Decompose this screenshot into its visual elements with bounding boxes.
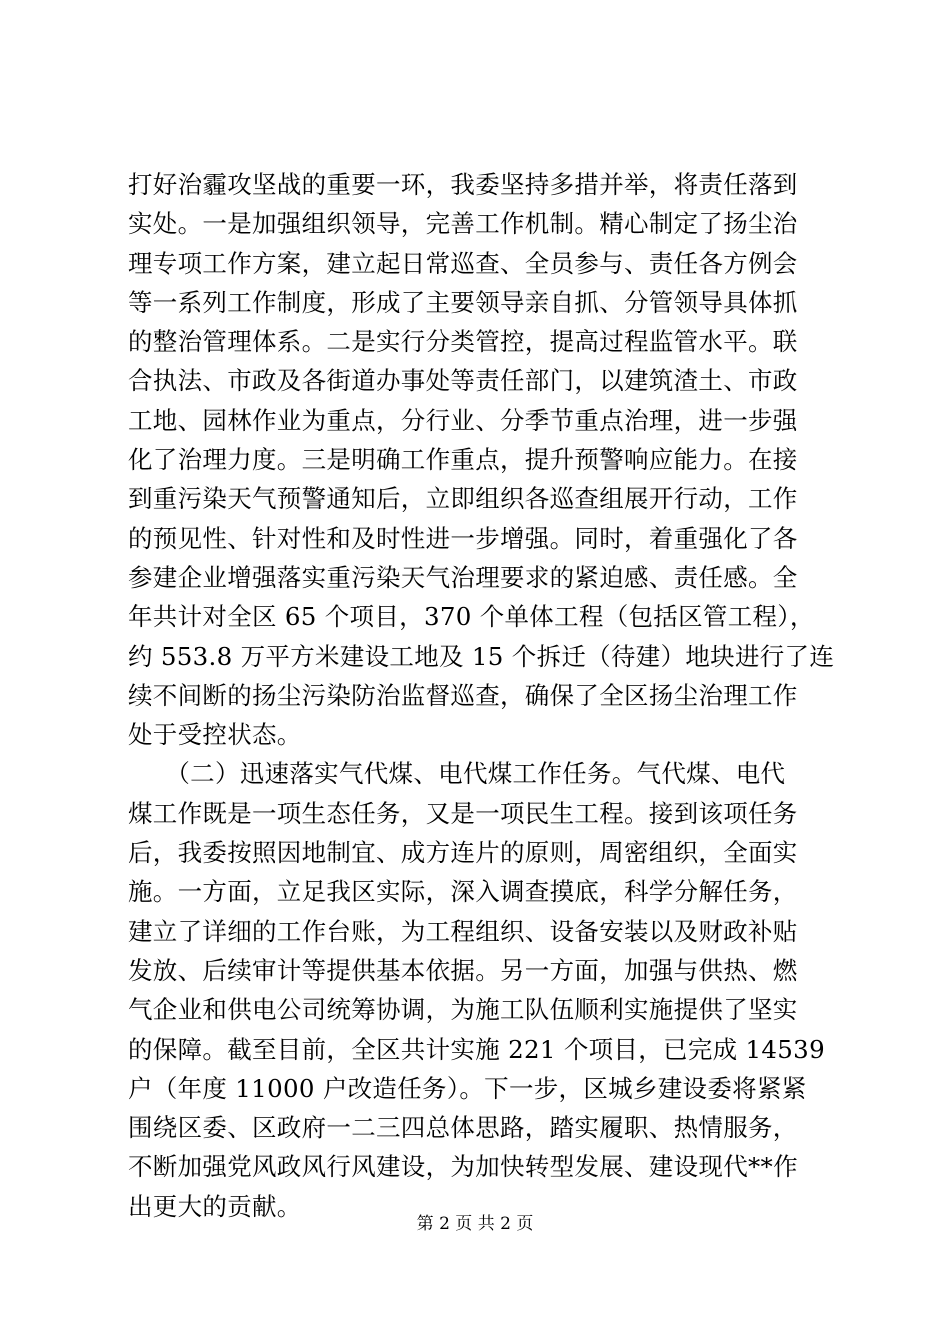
text-line: 户（年度 11000 户改造任务）。下一步，区城乡建设委将紧紧	[128, 1073, 807, 1103]
section-heading-line: （二）迅速落实气代煤、电代煤工作任务。气代煤、电代	[128, 759, 786, 789]
text-line: 不断加强党风政风行风建设，为加快转型发展、建设现代**作	[128, 1152, 798, 1182]
text-line: 的预见性、针对性和及时性进一步增强。同时，着重强化了各	[128, 523, 798, 553]
text-line: 出更大的贡献。	[128, 1191, 302, 1221]
text-line: 参建企业增强落实重污染天气治理要求的紧迫感、责任感。全	[128, 562, 798, 592]
text-line: 化了治理力度。三是明确工作重点，提升预警响应能力。在接	[128, 445, 798, 475]
body-text	[128, 165, 835, 1226]
page-footer	[0, 1212, 950, 1236]
text-line: 到重污染天气预警通知后，立即组织各巡查组展开行动，工作	[128, 484, 798, 514]
text-line: 施。一方面，立足我区实际，深入调查摸底，科学分解任务，	[128, 877, 798, 907]
text-line: 实处。一是加强组织领导，完善工作机制。精心制定了扬尘治	[128, 209, 798, 239]
text-line: 发放、后续审计等提供基本依据。另一方面，加强与供热、燃	[128, 955, 798, 985]
text-line: 工地、园林作业为重点，分行业、分季节重点治理，进一步强	[128, 405, 798, 435]
text-line: 年共计对全区 65 个项目，370 个单体工程（包括区管工程），	[128, 602, 815, 632]
text-line: 等一系列工作制度，形成了主要领导亲自抓、分管领导具体抓	[128, 287, 798, 317]
text-line: 打好治霾攻坚战的重要一环，我委坚持多措并举，将责任落到	[128, 170, 798, 199]
text-line: 后，我委按照因地制宜、成方连片的原则，周密组织，全面实	[128, 838, 798, 868]
text-line: 理专项工作方案，建立起日常巡查、全员参与、责任各方例会	[128, 248, 798, 278]
text-line: 合执法、市政及各街道办事处等责任部门，以建筑渣土、市政	[128, 366, 798, 396]
text-line: 气企业和供电公司统筹协调，为施工队伍顺利实施提供了坚实	[128, 995, 798, 1025]
text-line: 煤工作既是一项生态任务，又是一项民生工程。接到该项任务	[128, 798, 798, 828]
text-line: 的整治管理体系。二是实行分类管控，提高过程监管水平。联	[128, 327, 798, 357]
text-line: 的保障。截至目前，全区共计实施 221 个项目，已完成 14539	[128, 1034, 825, 1064]
text-line: 续不间断的扬尘污染防治监督巡查，确保了全区扬尘治理工作	[128, 680, 798, 710]
text-line: 处于受控状态。	[128, 720, 302, 750]
text-line: 建立了详细的工作台账，为工程组织、设备安装以及财政补贴	[128, 916, 798, 946]
page-number: 第 2 页 共 2 页	[416, 1214, 534, 1234]
text-line: 约 553.8 万平方米建设工地及 15 个拆迁（待建）地块进行了连	[128, 641, 835, 671]
text-line: 围绕区委、区政府一二三四总体思路，踏实履职、热情服务，	[128, 1113, 798, 1143]
